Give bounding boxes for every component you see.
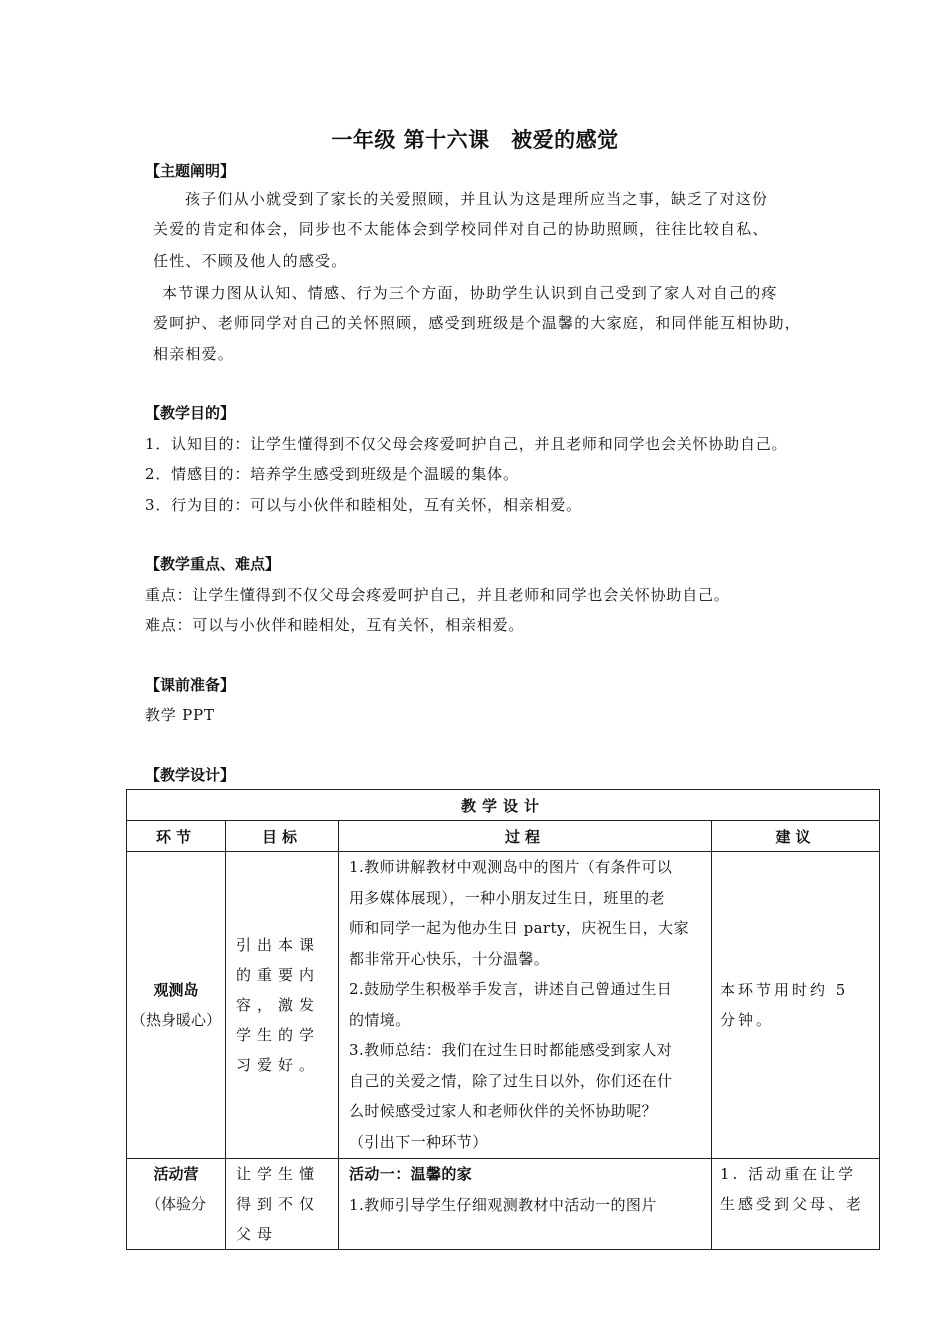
process-line: 用多媒体展现），一种小朋友过生日，班里的老 — [349, 888, 665, 907]
theme-para2-line2: 爱呵护、老师同学对自己的关怀照顾，感受到班级是个温馨的大家庭，和同伴能互相协助， — [153, 314, 802, 332]
objective-item: 1．认知目的：让学生懂得到不仅父母会疼爱呵护自己，并且老师和同学也会关怀协助自己。 — [145, 435, 788, 453]
stage-name: 活动营 — [153, 1165, 199, 1183]
objectives-heading: 【教学目的】 — [145, 404, 236, 422]
process-line: 么时候感受过家人和老师伙伴的关怀协助呢？ — [349, 1102, 658, 1120]
table-header-row — [127, 821, 880, 852]
theme-para1-line2: 关爱的肯定和体会，同步也不太能体会到学校同伴对自己的协助照顾，往往比较自私、 — [153, 220, 769, 238]
design-heading: 【教学设计】 — [145, 766, 236, 784]
stage-name: 观测岛 — [153, 981, 199, 999]
stage-subtitle: （体验分 — [145, 1195, 206, 1213]
difficult-point: 难点：可以与小伙伴和睦相处，互有关怀，相亲相爱。 — [145, 616, 525, 634]
process-cell — [339, 852, 712, 1159]
process-line: 自己的关爱之情，除了过生日以外，你们还在什 — [349, 1071, 673, 1090]
theme-para1-line3: 任性、不顾及他人的感受。 — [153, 252, 348, 270]
goal-cell: 引出本课的重要内容，激发学生的学习爱好。 — [226, 852, 339, 1159]
process-activity-title: 活动一：温馨的家 — [349, 1165, 473, 1183]
process-line: 1.教师讲解教材中观测岛中的图片（有条件可以 — [349, 858, 673, 876]
process-line: 师和同学一起为他办生日 party，庆祝生日，大家 — [349, 919, 689, 937]
objective-item: 3．行为目的：可以与小伙伴和睦相处，互有关怀，相亲相爱。 — [145, 496, 582, 514]
stage-cell — [127, 1159, 226, 1250]
process-line: 3.教师总结：我们在过生日时都能感受到家人对 — [349, 1041, 673, 1059]
lesson-title: 一年级 第十六课 被爱的感觉 — [331, 127, 619, 152]
key-point: 重点：让学生懂得到不仅父母会疼爱呵护自己，并且老师和同学也会关怀协助自己。 — [145, 586, 730, 604]
theme-para2-line1: 本节课力图从认知、情感、行为三个方面，协助学生认识到自己受到了家人对自己的疼 — [162, 284, 778, 302]
process-line: 都非常开心快乐，十分温馨。 — [349, 949, 550, 968]
process-line: 2.鼓励学生积极举手发言，讲述自己曾通过生日 — [349, 980, 673, 998]
suggestion-cell: 本环节用时约 5 分钟。 — [712, 852, 880, 1159]
theme-para2-line3: 相亲相爱。 — [153, 345, 235, 363]
goal-cell: 让学生懂得到不仅父母 — [226, 1159, 339, 1250]
theme-heading: 【主题阐明】 — [145, 162, 236, 180]
table-row — [127, 1159, 880, 1250]
stage-cell — [127, 852, 226, 1159]
header-stage: 环节 — [127, 821, 226, 852]
preparation-heading: 【课前准备】 — [145, 676, 236, 694]
suggestion-cell: 1. 活动重在让学生感受到父母、老 — [712, 1159, 880, 1250]
header-suggestion: 建议 — [712, 821, 880, 852]
table-row — [127, 852, 880, 1159]
objective-item: 2．情感目的：培养学生感受到班级是个温暖的集体。 — [145, 465, 519, 483]
preparation-content: 教学 PPT — [145, 706, 215, 724]
process-line: （引出下一种环节） — [349, 1132, 488, 1151]
header-goal: 目标 — [226, 821, 339, 852]
key-points-heading: 【教学重点、难点】 — [145, 555, 281, 573]
stage-subtitle: （热身暖心） — [131, 1011, 222, 1029]
process-line: 1.教师引导学生仔细观测教材中活动一的图片 — [349, 1195, 657, 1214]
theme-para1-line1: 孩子们从小就受到了家长的关爱照顾，并且认为这是理所应当之事，缺乏了对这份 — [185, 190, 769, 208]
process-cell — [339, 1159, 712, 1250]
header-process: 过程 — [339, 821, 712, 852]
process-line: 的情境。 — [349, 1010, 411, 1029]
table-caption: 教学设计 — [127, 790, 880, 821]
teaching-design-table — [126, 789, 880, 1250]
